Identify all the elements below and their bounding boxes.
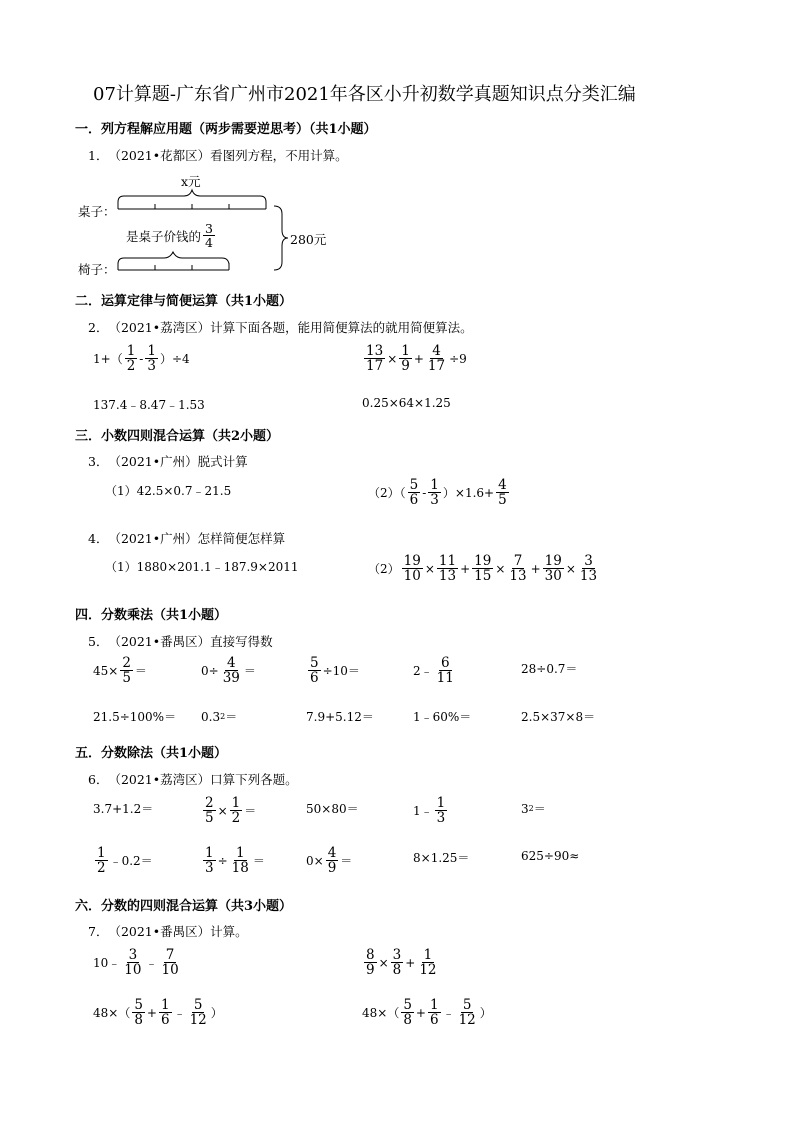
expr-5-6: 21.5÷100%＝ bbox=[93, 710, 177, 724]
expr-5-3: $\frac{5}{6}$ ÷10＝ bbox=[310, 655, 360, 687]
section-heading-4: 四．分数乘法（共1小题） bbox=[75, 608, 228, 623]
expr-6-8: 0× $\frac{4}{9}$ ＝ bbox=[306, 845, 353, 877]
question-1: 1． （2021•花都区）看图列方程，不用计算。 bbox=[88, 148, 348, 163]
expr-6-9: 8×1.25＝ bbox=[413, 851, 470, 865]
expr-4-2: （2） $\frac{19}{10}$ × $\frac{11}{13}$ + $\frac{19}{15}$ × $\frac{7}{13}$ + $\frac{19}{30}$ × $\frac{3}{13}$ bbox=[368, 553, 598, 585]
expr-5-9: 1﹣60%＝ bbox=[413, 710, 472, 724]
expr-6-2: $\frac{2}{5}$ × $\frac{1}{2}$ ＝ bbox=[205, 795, 257, 827]
expr-3-2: （2）（ $\frac{5}{6}$ - $\frac{1}{3}$ ）×1.6+ $\frac{4}{5}$ bbox=[368, 477, 507, 509]
expr-5-1: 45× $\frac{2}{5}$ ＝ bbox=[93, 655, 147, 687]
expr-6-7: $\frac{1}{3}$ ÷ $\frac{1}{18}$ ＝ bbox=[205, 845, 265, 877]
expr-7-1: 10﹣ $\frac{3}{10}$ ﹣ $\frac{7}{10}$ bbox=[93, 947, 179, 979]
page-title: 07计算题-广东省广州市2021年各区小升初数学真题知识点分类汇编 bbox=[93, 84, 636, 105]
chair-brace bbox=[118, 252, 229, 264]
expr-2-4: 0.25×64×1.25 bbox=[362, 396, 451, 410]
table-brace-top bbox=[118, 190, 266, 202]
total-label: 280元 bbox=[290, 232, 327, 247]
question-5: 5． （2021•番禺区）直接写得数 bbox=[88, 634, 273, 649]
chair-label: 椅子： bbox=[78, 262, 116, 277]
table-label: 桌子： bbox=[78, 204, 116, 219]
expr-5-7: 0.3 2 ＝ bbox=[201, 709, 238, 724]
expr-6-6: $\frac{1}{2}$ ﹣0.2＝ bbox=[97, 845, 153, 877]
question-3: 3． （2021•广州）脱式计算 bbox=[88, 454, 248, 469]
expr-5-8: 7.9+5.12＝ bbox=[306, 710, 374, 724]
expr-3-1: （1）42.5×0.7﹣21.5 bbox=[105, 484, 232, 498]
question-6: 6． （2021•荔湾区）口算下列各题。 bbox=[88, 772, 298, 787]
expr-2-1: 1+（ $\frac{1}{2}$ - $\frac{1}{3}$ ）÷4 bbox=[93, 343, 190, 375]
expr-6-10: 625÷90≈ bbox=[521, 849, 580, 863]
section-heading-2: 二．运算定律与简便运算（共1小题） bbox=[75, 294, 293, 309]
line-segment-diagram bbox=[78, 168, 358, 278]
expr-5-4: 2﹣ $\frac{6}{11}$ bbox=[413, 655, 454, 687]
section-heading-5: 五．分数除法（共1小题） bbox=[75, 746, 228, 761]
total-brace bbox=[274, 206, 288, 270]
expr-6-3: 50×80＝ bbox=[306, 802, 359, 816]
expr-6-4: 1﹣ $\frac{1}{3}$ bbox=[413, 795, 446, 827]
expr-6-5: 3 2 ＝ bbox=[521, 801, 546, 816]
question-2: 2． （2021•荔湾区）计算下面各题，能用简便算法的就用简便算法。 bbox=[88, 320, 473, 335]
expr-7-2: $\frac{8}{9}$ × $\frac{3}{8}$ + $\frac{1}{12}$ bbox=[366, 947, 437, 979]
question-7: 7． （2021•番禺区）计算。 bbox=[88, 924, 248, 939]
expr-7-3: 48×（ $\frac{5}{8}$ + $\frac{1}{6}$ ﹣ $\frac{5}{12}$ ） bbox=[93, 997, 223, 1029]
expr-2-3: 137.4﹣8.47﹣1.53 bbox=[93, 398, 205, 412]
expr-5-5: 28÷0.7＝ bbox=[521, 662, 578, 676]
x-yuan-label: x元 bbox=[181, 174, 201, 189]
expr-6-1: 3.7+1.2＝ bbox=[93, 802, 154, 816]
expr-7-4: 48×（ $\frac{5}{8}$ + $\frac{1}{6}$ ﹣ $\frac{5}{12}$ ） bbox=[362, 997, 492, 1029]
section-heading-3: 三．小数四则混合运算（共2小题） bbox=[75, 429, 280, 444]
expr-4-1: （1）1880×201.1﹣187.9×2011 bbox=[105, 560, 299, 574]
section-heading-1: 一．列方程解应用题（两步需要逆思考）（共1小题） bbox=[75, 122, 377, 137]
expr-5-10: 2.5×37×8＝ bbox=[521, 710, 596, 724]
chair-caption: 是桌子价钱的 $\frac{3}{4}$ bbox=[126, 221, 213, 251]
expr-2-2: $\frac{13}{17}$ × $\frac{1}{9}$ + $\frac{4}{17}$ ÷9 bbox=[366, 343, 467, 375]
expr-5-2: 0÷ $\frac{4}{39}$ ＝ bbox=[201, 655, 256, 687]
question-4: 4． （2021•广州）怎样简便怎样算 bbox=[88, 531, 286, 546]
section-heading-6: 六．分数的四则混合运算（共3小题） bbox=[75, 899, 293, 914]
